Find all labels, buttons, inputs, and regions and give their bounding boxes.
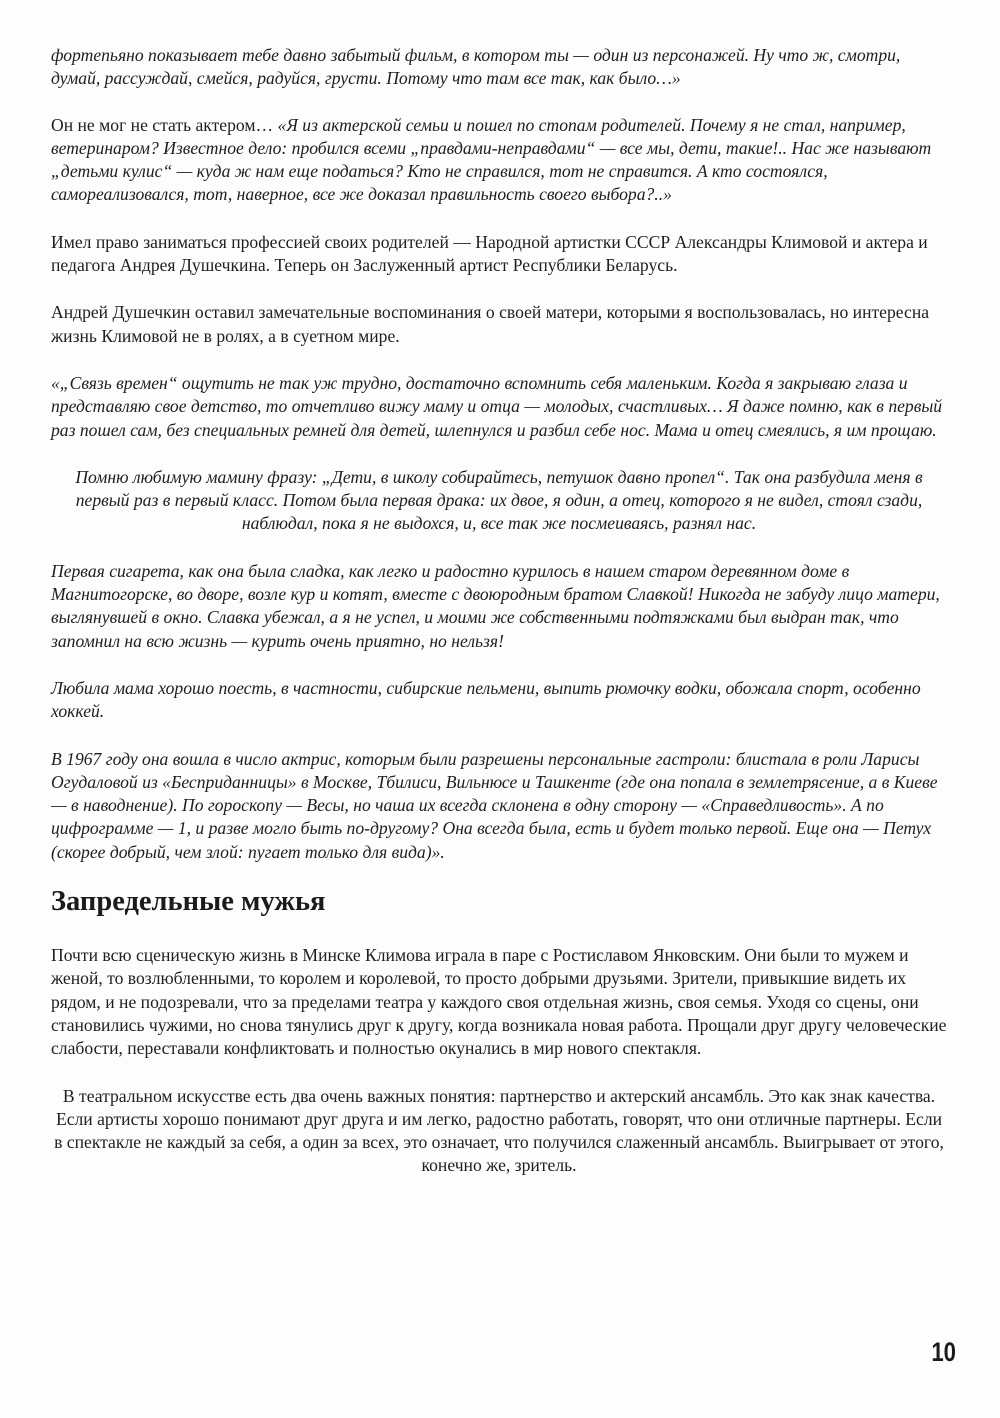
paragraph-ensemble: В театральном искусстве есть два очень важных понятия: партнерство и актерский ансамбль. Это как знак качества. Если артисты хорошо понимают друг друга и им легко, радостно работать, говорят, что они отличные партнеры. Если в спектакле не каждый за себя, а один за всех, это означает, что получился слаженный ансамбль. Выигрывает от этого, конечно же, зритель.: [54, 1085, 944, 1176]
page-number: 10: [931, 1337, 956, 1367]
paragraph-actor-intro: Он не мог не стать актером…: [51, 114, 274, 135]
paragraph-school: Помню любимую мамину фразу: „Дети, в школу собирайтесь, петушок давно пропел“. Так она разбудила меня в первый раз в первый класс. Потом была первая драка: их двое, я один, а отец, которого я не видел, стоял сзади, наблюдал, пока я не выдохся, и, все так же посмеиваясь, разнял нас.: [75, 466, 923, 534]
paragraph-childhood: «„Связь времен“ ощутить не так уж трудно, достаточно вспомнить себя маленьким. Когда я закрываю глаза и представляю свое детство, то отчетливо вижу маму и отца — молодых, счастливых… Я даже помню, как в первый раз пошел сам, без специальных ремней для детей, шлепнулся и разбил себе нос. Мама и отец смеялись, я им прощаю.: [51, 372, 943, 440]
paragraph-food: Любила мама хорошо поесть, в частности, сибирские пельмени, выпить рюмочку водки, обожала спорт, особенно хоккей.: [51, 677, 921, 722]
paragraph-partner: Почти всю сценическую жизнь в Минске Климова играла в паре с Ростиславом Янковским. Они были то мужем и женой, то возлюбленными, то королем и королевой, то просто добрыми друзьями. Зрители, привыкшие видеть их рядом, и не подозревали, что за пределами театра у каждого своя отдельная жизнь, своя семья. Уходя со сцены, они становились чужими, но снова тянулись друг к другу, когда возникала новая работа. Прощали друг другу человеческие слабости, переставали конфликтовать и полностью окунались в мир нового спектакля.: [51, 945, 947, 1059]
paragraph-tours: В 1967 году она вошла в число актрис, которым были разрешены персональные гастроли: блистала в роли Ларисы Огудаловой из «Бесприданницы» в Москве, Тбилиси, Вильнюсе и Ташкенте (где она попала в землетрясение, а в Киеве — в наводнение). По гороскопу — Весы, но чаша их всегда склонена в одну сторону — «Справедливость». А по цифрограмме — 1, и разве могло быть по-другому? Она всегда была, есть и будет только первой. Еще она — Петух (скорее добрый, чем злой: пугает только для вида)».: [51, 748, 938, 862]
section-heading: Запредельные мужья: [51, 886, 326, 918]
paragraph-actor-quote-text: «Я из актерской семьи и пошел по стопам родителей. Почему я не стал, например, ветеринаром? Известное дело: пробился всеми „правдами-неправдами“ — все мы, дети, такие!.. Нас же называют „детьми кулис“ — куда ж нам еще податься? Кто не справился, тот не справится. А кто состоялся, самореализовался, тот, наверное, все же доказал правильность своего выбора?..»: [51, 114, 932, 205]
paragraph-actor-quote: [51, 114, 947, 207]
paragraph-memoirs: Андрей Душечкин оставил замечательные воспоминания о своей матери, которыми я воспользовалась, но интересна жизнь Климовой не в ролях, а в суетном мире.: [51, 302, 930, 346]
paragraph-cigarette: Первая сигарета, как она была сладка, как легко и радостно курилось в нашем старом деревянном доме в Магнитогорске, во дворе, возле кур и котят, вместе с двоюродным братом Славкой! Никогда не забуду лицо матери, выглянувшей в окно. Славка убежал, а я не успел, и моими же собственными подтяжками был выдран так, что запомнил на всю жизнь — курить очень приятно, но нельзя!: [51, 560, 940, 651]
paragraph-quote-ending: фортепьяно показывает тебе давно забытый фильм, в котором ты — один из персонажей. Ну что ж, смотри, думай, рассуждай, смейся, радуйся, грусти. Потому что там все так, как было…»: [51, 45, 901, 89]
page-content: [51, 44, 947, 1178]
paragraph-profession: Имел право заниматься профессией своих родителей — Народной артистки СССР Александры Климовой и актера и педагога Андрея Душечкина. Теперь он Заслуженный артист Республики Беларусь.: [51, 231, 928, 276]
